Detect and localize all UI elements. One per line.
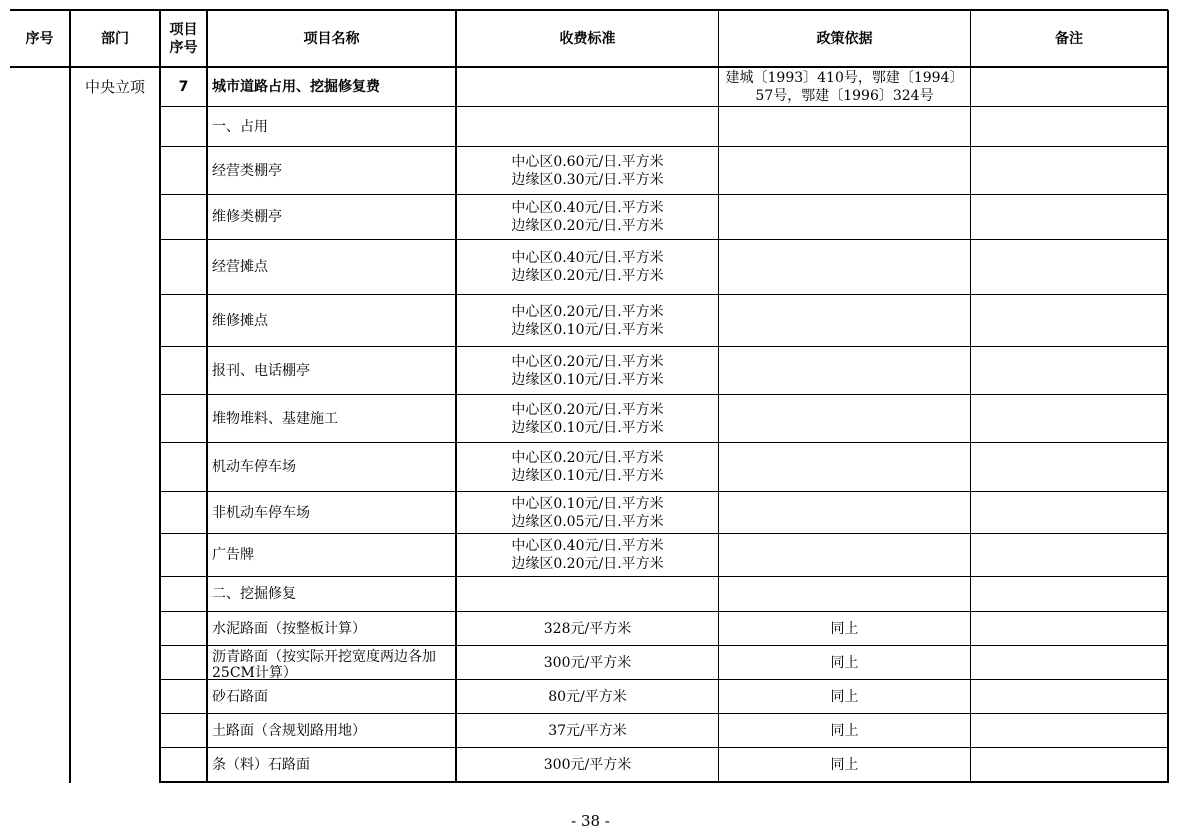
header-item-name: 项目名称 [303,30,360,47]
header-remarks: 备注 [1055,30,1083,47]
dig-row-name: 条（料）石路面 [212,756,310,773]
dig-row-policy: 同上 [830,688,859,705]
standard-center: 中心区0.60元/日.平方米 [511,153,664,170]
occupy-row-name: 非机动车停车场 [212,504,310,521]
occupy-row-name: 机动车停车场 [212,459,296,475]
standard-edge: 边缘区0.20元/日.平方米 [511,218,664,234]
header-item-seq [161,11,206,66]
standard-edge: 边缘区0.20元/日.平方米 [511,268,664,284]
dig-row-standard: 300元/平方米 [543,756,632,773]
dig-row-name: 砂石路面 [212,688,268,705]
occupy-row-standard [457,195,718,239]
section-occupy: 一、占用 [212,118,268,135]
standard-edge: 边缘区0.20元/日.平方米 [511,556,664,572]
standard-center: 中心区0.40元/日.平方米 [511,538,664,554]
standard-edge: 边缘区0.10元/日.平方米 [511,419,664,436]
standard-center: 中心区0.40元/日.平方米 [511,200,664,216]
dig-row-standard: 37元/平方米 [548,722,627,739]
dig-row-name: 沥青路面（按实际开挖宽度两边各加25CM计算） [212,649,436,679]
page-number: - 38 - [571,812,610,830]
standard-edge: 边缘区0.10元/日.平方米 [511,321,664,338]
header-standard: 收费标准 [559,30,616,47]
header-dept: 部门 [101,30,129,47]
occupy-row-standard [457,443,718,491]
dig-row-standard: 328元/平方米 [543,620,632,637]
occupy-row-name: 经营类棚亭 [212,162,282,179]
dig-row-policy: 同上 [830,654,859,671]
occupy-row-standard [457,395,718,442]
standard-center: 中心区0.20元/日.平方米 [511,401,664,418]
dig-row-policy: 同上 [830,722,859,739]
dig-row-name: 土路面（含规划路用地） [212,722,366,739]
occupy-row-name: 堆物堆料、基建施工 [212,410,338,427]
policy-value [719,68,970,106]
occupy-row-standard [457,534,718,576]
occupy-row-name: 经营摊点 [212,259,268,275]
standard-center: 中心区0.10元/日.平方米 [511,495,664,512]
occupy-row-standard [457,347,718,394]
col-line-dept [159,10,161,783]
standard-center: 中心区0.20元/日.平方米 [511,353,664,370]
item-name-value: 城市道路占用、挖掘修复费 [212,79,380,95]
occupy-row-standard [457,240,718,294]
occupy-row-standard [457,147,718,194]
occupy-row-name: 维修类棚亭 [212,209,282,225]
occupy-row-name: 广告牌 [212,547,254,563]
standard-edge: 边缘区0.05元/日.平方米 [511,513,664,530]
rule-bottom [160,781,1168,783]
header-seq: 序号 [25,30,54,47]
standard-center: 中心区0.40元/日.平方米 [511,250,664,266]
standard-center: 中心区0.20元/日.平方米 [511,303,664,320]
occupy-row-standard [457,295,718,346]
header-item-seq-line2: 序号 [169,39,198,56]
col-line-right [1167,10,1169,783]
dig-row-policy: 同上 [830,756,859,773]
col-line-policy [970,10,971,783]
policy-line1: 建城〔1993〕410号，鄂建〔1994〕 [725,70,964,86]
dept-value: 中央立项 [84,78,145,96]
header-policy: 政策依据 [816,30,873,47]
policy-line2: 57号，鄂建〔1996〕324号 [755,88,934,104]
col-line-seq [69,10,71,783]
section-dig-repair: 二、挖掘修复 [212,586,296,602]
occupy-row-standard [457,492,718,533]
standard-edge: 边缘区0.30元/日.平方米 [511,171,664,188]
occupy-row-name: 维修摊点 [212,312,268,329]
occupy-row-name: 报刊、电话棚亭 [212,362,310,379]
standard-edge: 边缘区0.10元/日.平方米 [511,468,664,484]
dig-row-name: 水泥路面（按整板计算） [212,620,366,637]
header-item-seq-line1: 项目 [169,21,198,38]
dig-row-standard: 80元/平方米 [548,688,627,705]
item-seq-value: 7 [178,79,189,95]
standard-center: 中心区0.20元/日.平方米 [511,450,664,466]
dig-row-policy: 同上 [830,620,859,637]
standard-edge: 边缘区0.10元/日.平方米 [511,371,664,388]
dig-row-standard: 300元/平方米 [543,654,632,671]
